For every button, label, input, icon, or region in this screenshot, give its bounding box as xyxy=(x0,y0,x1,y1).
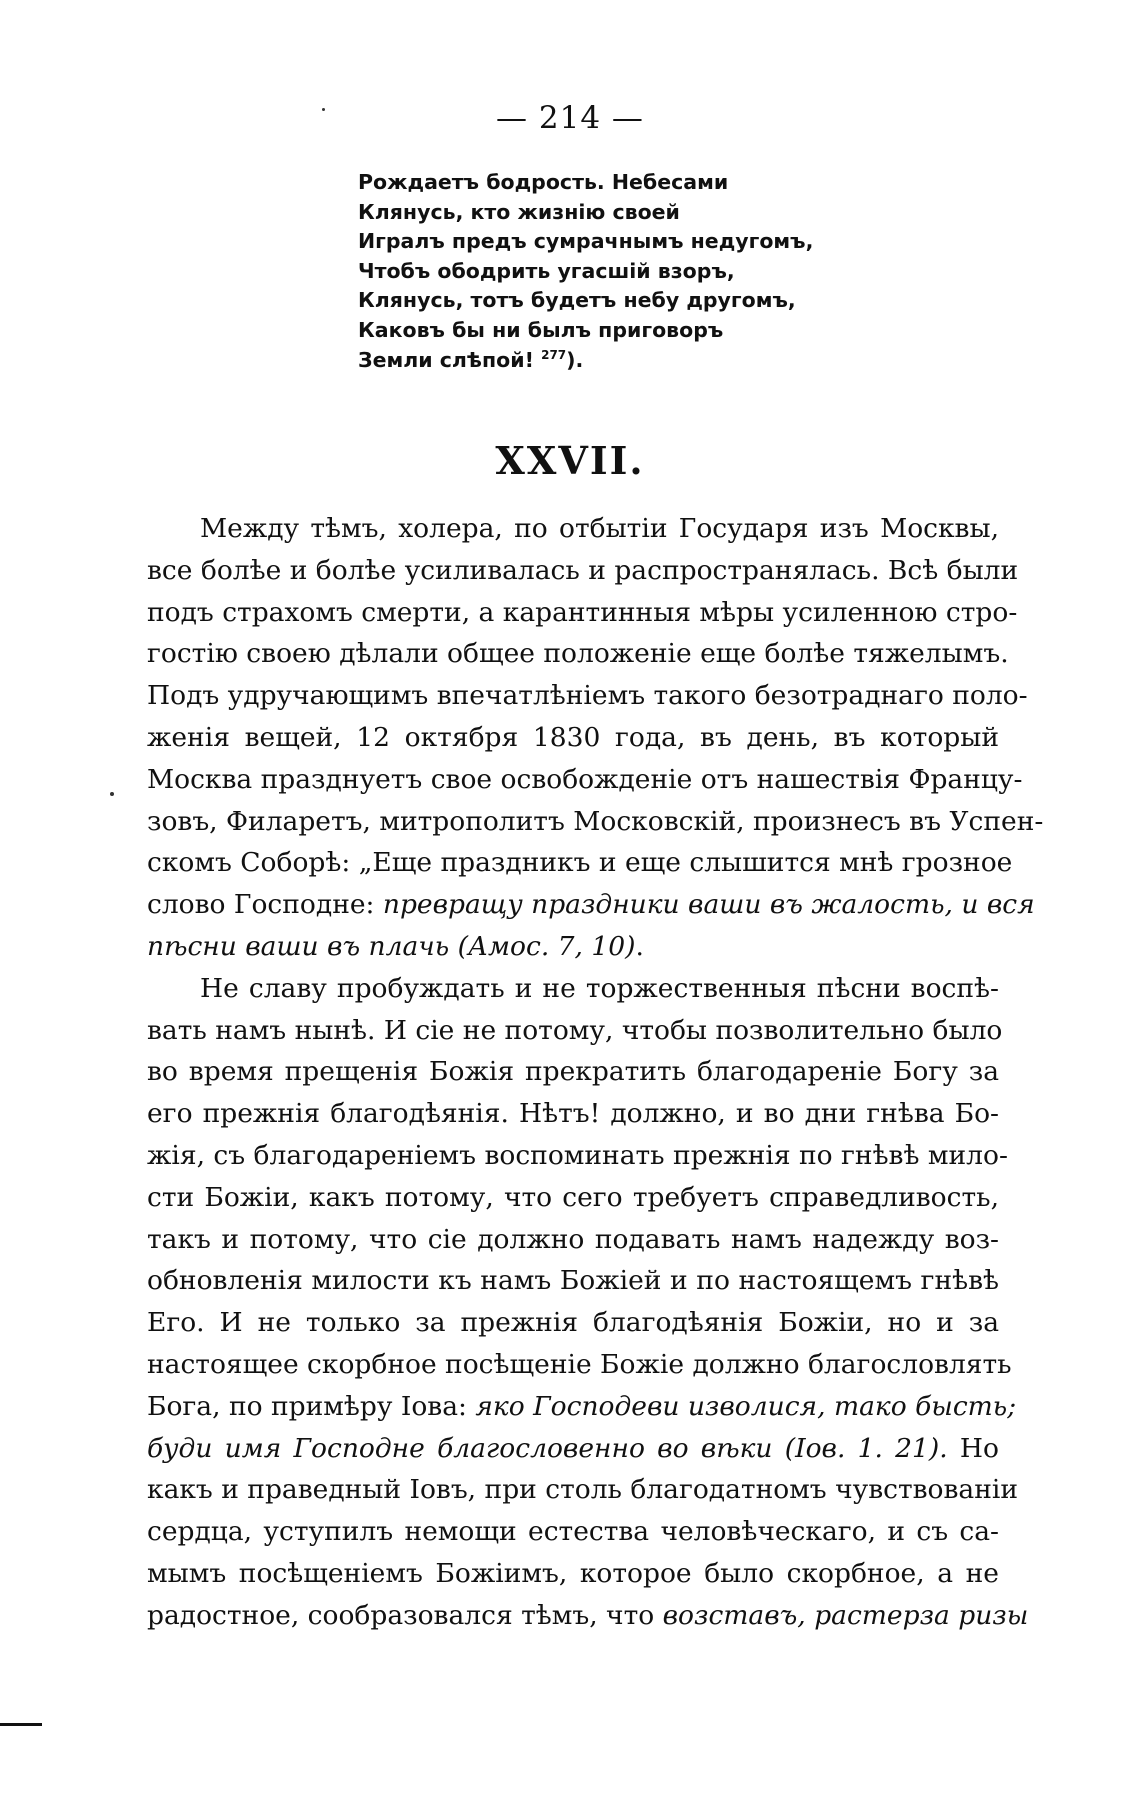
scripture-quote: пѣсни ваши въ плачь xyxy=(147,930,450,962)
text-line: настоящее скорбное посѣщеніе Божіе должно благословлять xyxy=(147,1348,1012,1380)
poem-line-text: Земли слѣпой! xyxy=(358,347,534,372)
text-line: зовъ, Филаретъ, митрополитъ Московскій, произнесъ въ Успен- xyxy=(147,805,1044,837)
footnote-reference: 277 xyxy=(541,347,567,362)
scripture-reference: (Іов. 1. 21). xyxy=(772,1432,948,1464)
text-line xyxy=(147,926,999,968)
text-line: Москва празднуетъ свое освобожденіе отъ нашествія Францу- xyxy=(147,763,1023,795)
text-line xyxy=(147,1595,1029,1637)
poem-closing: ). xyxy=(566,347,584,372)
text-line: сердца, уступилъ немощи естества человѣческаго, и съ са- xyxy=(147,1516,999,1548)
scan-speck xyxy=(322,108,325,111)
text-line xyxy=(147,1428,999,1470)
margin-mark xyxy=(0,1723,42,1726)
scripture-quote: растерза ризы xyxy=(814,1599,1029,1631)
text-line: скомъ Соборѣ: „Еще праздникъ и еще слышится мнѣ грозное xyxy=(147,847,1013,879)
text-line: подъ страхомъ смерти, а карантинныя мѣры усиленною стро- xyxy=(147,596,1018,628)
text-line xyxy=(147,884,1035,926)
poem-line: Каковъ бы ни былъ приговоръ xyxy=(358,317,724,342)
scripture-quote: возставъ, xyxy=(662,1599,806,1631)
text-line: такъ и потому, что сіе должно подавать намъ надежду воз- xyxy=(147,1223,999,1255)
text-line xyxy=(147,1386,1017,1428)
text-line: Его. И не только за прежнія благодѣянія Божіи, но и за xyxy=(147,1307,999,1339)
text-line: женія вещей, 12 октября 1830 года, въ день, въ который xyxy=(147,721,999,753)
text-line: гостію своею дѣлали общее положеніе еще болѣе тяжелымъ. xyxy=(147,638,1009,670)
page-number: — 214 — xyxy=(496,100,644,136)
poem-line: Клянусь, кто жизнію своей xyxy=(358,199,680,224)
text-line: Между тѣмъ, холера, по отбытіи Государя изъ Москвы, xyxy=(200,513,999,544)
poem-quote xyxy=(358,168,918,375)
text-line: какъ и праведный Іовъ, при столь благодатномъ чувствованіи xyxy=(147,1474,1019,1506)
chapter-heading: XXVII. xyxy=(495,438,645,483)
text-line: его прежнія благодѣянія. Нѣтъ! должно, и во дни гнѣва Бо- xyxy=(147,1098,999,1130)
text-line: жія, съ благодареніемъ воспоминать прежнія по гнѣвѣ мило- xyxy=(147,1139,1008,1171)
poem-line: Рождаетъ бодрость. Небесами xyxy=(358,170,729,194)
text-segment: радостное, сообразовался тѣмъ, что xyxy=(147,1599,663,1631)
text-line: обновленія милости къ намъ Божіей и по настоящемъ гнѣвѣ xyxy=(147,1265,999,1297)
text-line: Не славу пробуждать и не торжественныя пѣсни воспѣ- xyxy=(200,972,999,1004)
poem-line: Чтобъ ободрить угасшій взоръ, xyxy=(358,258,735,283)
text-segment: слово Господне: xyxy=(147,889,383,921)
body-text xyxy=(147,508,1044,1637)
poem-line: Игралъ предъ сумрачнымъ недугомъ, xyxy=(358,229,814,254)
text-line: все болѣе и болѣе усиливалась и распространялась. Всѣ были xyxy=(147,554,1019,586)
paragraph-2 xyxy=(147,968,1029,1637)
poem-last-line xyxy=(358,346,918,376)
scripture-quote: яко Господеви изволися, тако бысть; xyxy=(475,1390,1017,1422)
text-segment: . xyxy=(635,930,644,962)
text-line: во время прещенія Божія прекратить благодареніе Богу за xyxy=(147,1056,999,1088)
text-line: Подъ удручающимъ впечатлѣніемъ такого безотраднаго поло- xyxy=(147,680,1028,712)
scripture-quote: превращу праздники ваши въ жалость, и вся xyxy=(382,889,1035,921)
scripture-quote: буди имя Господне благословенно во вѣки xyxy=(147,1432,773,1464)
text-line: мымъ посѣщеніемъ Божіимъ, которое было скорбное, а не xyxy=(147,1557,999,1589)
text-segment: Но xyxy=(947,1432,999,1464)
poem-line: Клянусь, тотъ будетъ небу другомъ, xyxy=(358,288,796,313)
text-line: сти Божіи, какъ потому, что сего требуетъ справедливость, xyxy=(147,1181,999,1213)
text-line: вать намъ нынѣ. И сіе не потому, чтобы позволительно было xyxy=(147,1014,1003,1046)
scan-speck xyxy=(110,792,114,796)
paragraph-1 xyxy=(147,508,1044,968)
text-space xyxy=(806,1600,814,1631)
scripture-reference: (Амос. 7, 10) xyxy=(449,930,636,962)
text-segment: Бога, по примѣру Іова: xyxy=(147,1390,476,1422)
